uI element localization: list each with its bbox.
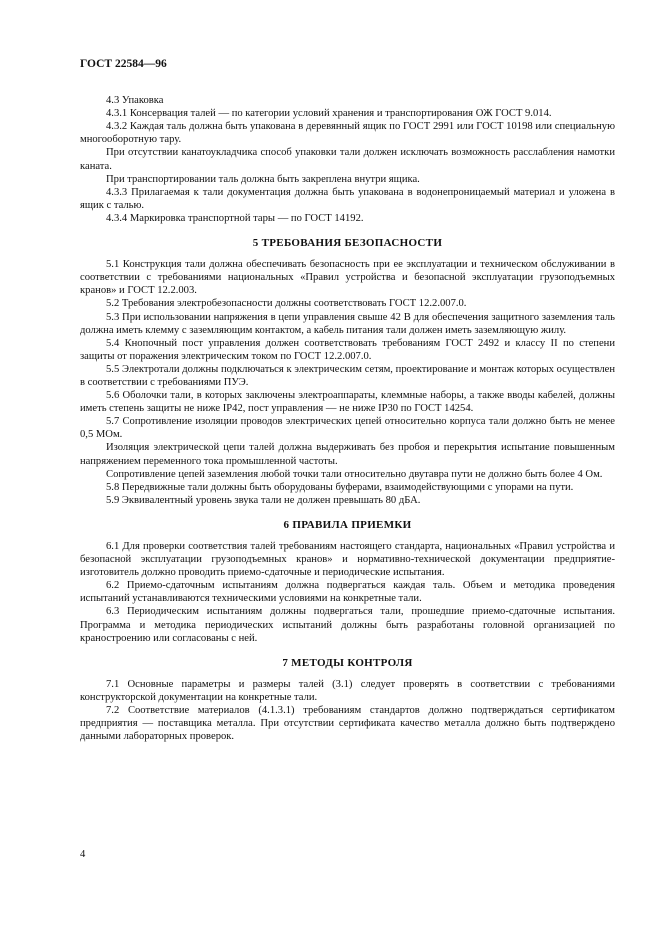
- paragraph-5-5: 5.5 Электротали должны подключаться к электрическим сетям, проектирование и монтаж которых осуществлен в соответствии с требованиями ПУЭ.: [80, 363, 615, 388]
- paragraph-5-6: 5.6 Оболочки тали, в которых заключены электроаппараты, клеммные наборы, а также вводы кабелей, должны иметь степень защиты не ниже IP42, пост управления — не ниже IP30 по ГОСТ 14254.: [80, 390, 615, 415]
- paragraph-4-3-2: 4.3.2 Каждая таль должна быть упакована в деревянный ящик по ГОСТ 2991 или ГОСТ 10198 или специальную многооборотную тару.: [80, 121, 615, 146]
- document-header: ГОСТ 22584—96: [80, 58, 167, 70]
- paragraph-6-3: 6.3 Периодическим испытаниям должны подвергаться тали, прошедшие приемо-сдаточные испытания. Программа и методика периодических испытаний должны быть разработаны головной организацией по краностроению или согласованы с ней.: [80, 606, 615, 644]
- section-4-3-title: 4.3 Упаковка: [106, 95, 164, 107]
- paragraph-5-7c: Сопротивление цепей заземления любой точки тали относительно двутавра пути не должно быть более 4 Ом.: [106, 468, 603, 480]
- paragraph-4-3-4: 4.3.4 Маркировка транспортной тары — по ГОСТ 14192.: [106, 212, 364, 224]
- paragraph-4-3-2b: При отсутствии канатоукладчика способ упаковки тали должен исключать возможность расслабления намотки каната.: [80, 147, 615, 172]
- paragraph-4-3-3: 4.3.3 Прилагаемая к тали документация должна быть упакована в водонепроницаемый материал и уложена в ящик с талью.: [80, 186, 615, 211]
- paragraph-5-3: 5.3 При использовании напряжения в цепи управления свыше 42 В для обеспечения защитного заземления таль должна иметь клемму с заземляющим контактом, а кабель питания тали должен иметь заземляющую жилу.: [80, 311, 615, 336]
- paragraph-7-2: 7.2 Соответствие материалов (4.1.3.1) требованиям стандартов должно подтверждаться сертификатом предприятия — поставщика металла. При отсутствии сертификата качество металла должно быть подтверждено данными лабораторных проверок.: [80, 705, 615, 743]
- paragraph-4-3-1: 4.3.1 Консервация талей — по категории условий хранения и транспортирования ОЖ ГОСТ 9.014.: [106, 108, 552, 120]
- paragraph-5-7: 5.7 Сопротивление изоляции проводов электрических цепей относительно корпуса тали должно быть не менее 0,5 МОм.: [80, 416, 615, 441]
- page-number: 4: [80, 849, 86, 860]
- paragraph-5-7b: Изоляция электрической цепи талей должна выдерживать без пробоя и перекрытия испытание повышенным напряжением переменного тока промышленной частоты.: [80, 442, 615, 467]
- paragraph-5-9: 5.9 Эквивалентный уровень звука тали не должен превышать 80 дБА.: [106, 494, 421, 506]
- section-5-heading: 5 ТРЕБОВАНИЯ БЕЗОПАСНОСТИ: [252, 237, 443, 250]
- paragraph-6-1: 6.1 Для проверки соответствия талей требованиям настоящего стандарта, национальных «Правил устройства и безопасной эксплуатации грузоподъемных кранов» и нормативно-технической документации предприятие-изготовитель должно проводить приемо-сдаточные и периодические испытания.: [80, 541, 615, 579]
- section-6-heading: 6 ПРАВИЛА ПРИЕМКИ: [283, 518, 412, 531]
- paragraph-7-1: 7.1 Основные параметры и размеры талей (3.1) следует проверять в соответствии с требованиями конструкторской документации на конкретные тали.: [80, 678, 615, 703]
- paragraph-5-8: 5.8 Передвижные тали должны быть оборудованы буферами, взаимодействующими с упорами на пути.: [106, 481, 574, 493]
- paragraph-5-4: 5.4 Кнопочный пост управления должен соответствовать требованиям ГОСТ 2492 и классу II по степени защиты от поражения электрическим током по ГОСТ 12.2.007.0.: [80, 337, 615, 362]
- section-7-heading: 7 МЕТОДЫ КОНТРОЛЯ: [282, 656, 413, 669]
- paragraph-5-1: 5.1 Конструкция тали должна обеспечивать безопасность при ее эксплуатации и техническом обслуживании в соответствии с требованиями национальных «Правил устройства и безопасной эксплуатации грузоподъемных кранов» и ГОСТ 12.2.003.: [80, 259, 615, 297]
- paragraph-6-2: 6.2 Приемо-сдаточным испытаниям должна подвергаться каждая таль. Объем и методика проведения испытаний устанавливаются техническими условиями на конкретные тали.: [80, 580, 615, 605]
- paragraph-5-2: 5.2 Требования электробезопасности должны соответствовать ГОСТ 12.2.007.0.: [106, 298, 467, 310]
- paragraph-4-3-2c: При транспортировании таль должна быть закреплена внутри ящика.: [106, 173, 420, 185]
- document-page: [80, 58, 615, 743]
